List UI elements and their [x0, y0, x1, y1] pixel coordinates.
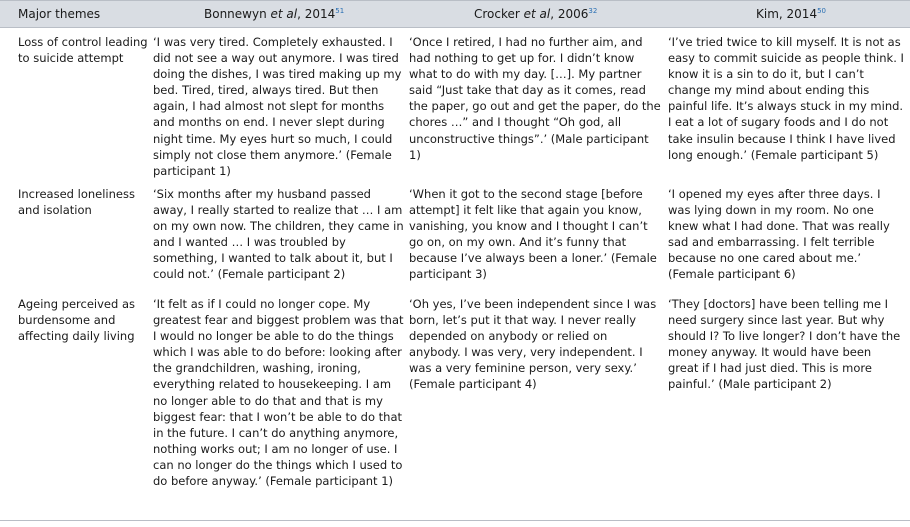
- header-bonnewyn: Bonnewyn et al, 2014$^{51}$: [204, 7, 345, 21]
- bottom-rule: [0, 520, 910, 521]
- quote-cell: ‘When it got to the second stage [before attempt] it felt like that again you know, vanishing, you know and I thought I can’t go on, on my own. And it’s funny that because I’ve always been a loner.’ (Female participant 3): [409, 187, 657, 282]
- quote-cell: ‘Six months after my husband passed away, I really started to realize that … I am on my own now. The children, they came in and I wanted … I was troubled by something, I wanted to talk about it, but I could not.’ (Female participant 2): [153, 187, 404, 282]
- quote-cell: ‘Oh yes, I’ve been independent since I was born, let’s put it that way. I never really depended on anybody or relied on anybody. I was very, very independent. I was a very feminine person, very sexy.’ (Female participant 4): [409, 297, 657, 392]
- theme-cell: Loss of control leading to suicide attempt: [18, 35, 148, 66]
- ref-50[interactable]: 50: [817, 7, 826, 15]
- ref-51[interactable]: 51: [335, 7, 345, 15]
- quote-cell: ‘They [doctors] have been telling me I need surgery since last year. But why should I? To live longer? I don’t have the money anyway. It would have been great if I had just died. This is more painful.’ (Male participant 2): [668, 297, 901, 392]
- ref-32[interactable]: 32: [588, 7, 598, 15]
- theme-cell: Increased loneliness and isolation: [18, 187, 135, 218]
- quote-cell: ‘I’ve tried twice to kill myself. It is not as easy to commit suicide as people think. I know it is a sin to do it, but I can’t change my mind about ending this painful life. It’s always stuck in my mind. I eat a lot of sugary foods and I do not take insulin because I think I have lived long enough.’ (Female participant 5): [668, 35, 904, 162]
- quote-cell: ‘I opened my eyes after three days. I was lying down in my room. No one knew what I had done. That was really sad and embarrassing. I felt terrible because no one cared about me.’ (Female participant 6): [668, 187, 890, 282]
- header-kim: Kim, 2014$^{50}$: [756, 7, 826, 21]
- header-major-themes: Major themes: [18, 7, 101, 21]
- theme-cell: Ageing perceived as burdensome and affecting daily living: [18, 297, 135, 344]
- header-crocker: Crocker et al, 2006$^{32}$: [474, 7, 598, 21]
- quote-cell: ‘I was very tired. Completely exhausted. I did not see a way out anymore. I was tired doing the dishes, I was tired making up my bed. Tired, tired, always tired. But then again, I had almost not slept for months and months on end. I never slept during night time. My eyes hurt so much, I could simply not close them anymore.’ (Female participant 1): [153, 35, 402, 178]
- quote-cell: ‘Once I retired, I had no further aim, and had nothing to get up for. I didn’t know what to do with my day. […]. My partner said “Just take that day as it comes, read the paper, go out and get the paper, do the chores …” and I thought “Oh god, all unconstructive things”.’ (Male participant 1): [409, 35, 661, 162]
- table-header: [0, 0, 910, 28]
- quote-cell: ‘It felt as if I could no longer cope. My greatest fear and biggest problem was that I would no longer be able to do the things which I was able to do before: looking after the grandchildren, washing, ironing, everything related to housekeeping. I am no longer able to do that and that is my biggest fear: that I won’t be able to do that in the future. I can’t do anything anymore, nothing works out; I am no longer of use. I can no longer do the things which I used to do before anyway.’ (Female participant 1): [153, 297, 404, 489]
